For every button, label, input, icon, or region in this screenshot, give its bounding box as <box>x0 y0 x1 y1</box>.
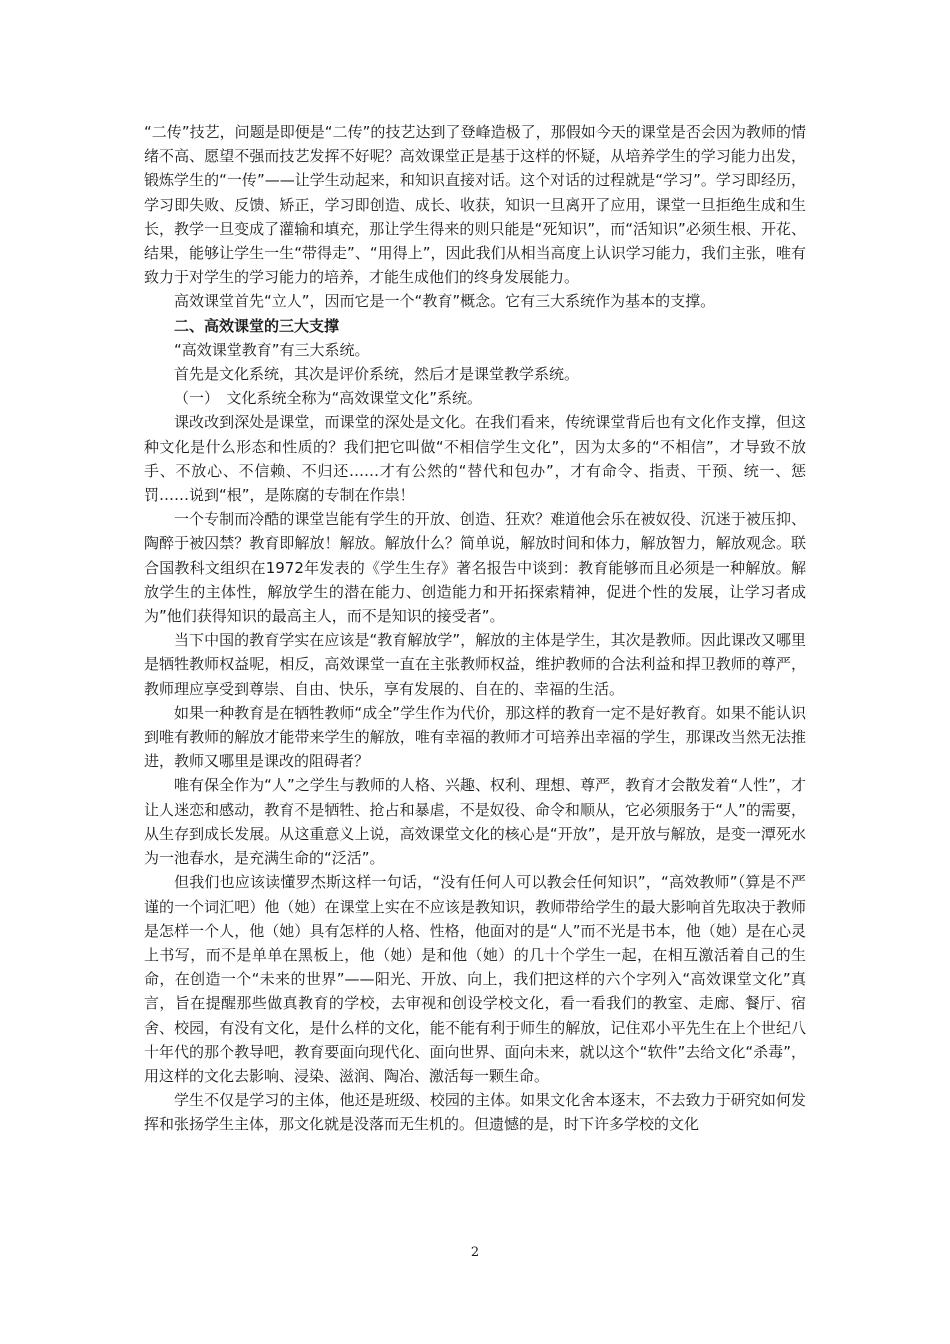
page-number: 2 <box>470 1245 480 1260</box>
paragraph: 如果一种教育是在牺牲教师“成全”学生作为代价，那这样的教育一定不是好教育。如果不能认识到唯有教师的解放才能带来学生的解放，唯有幸福的教师才可培养出幸福的学生，那课改当然无法推进，教师又哪里是课改的阻碍者？ <box>144 703 806 771</box>
paragraph: 当下中国的教育学实在应该是“教育解放学”，解放的主体是学生，其次是教师。因此课改又哪里是牺牲教师权益呢，相反，高效课堂一直在主张教师权益，维护教师的合法利益和捍卫教师的尊严，教师理应享受到尊崇、自由、快乐，享有发展的、自在的、幸福的生活。 <box>144 631 806 698</box>
paragraph-continuation: “二传”技艺，问题是即便是“二传”的技艺达到了登峰造极了，那假如今天的课堂是否会因为教师的情绪不高、愿望不强而技艺发挥不好呢？高效课堂正是基于这样的怀疑，从培养学生的学习能力出发，锻炼学生的“一传”——让学生动起来，和知识直接对话。这个对话的过程就是“学习”。学习即经历，学习即失败、反馈、矫正，学习即创造、成长、收获，知识一旦离开了应用，课堂一旦拒绝生成和生长，教学一旦变成了灌输和填充，那让学生得来的则只能是“死知识”，而“活知识”必须生根、开花、结果，能够让学生一生“带得走”、“用得上”，因此我们从相当高度上认识学习能力，我们主张，唯有致力于对学生的学习能力的培养，才能生成他们的终身发展能力。 <box>144 123 806 287</box>
subsection-heading: （一） 文化系统全称为“高效课堂文化”系统。 <box>174 389 483 408</box>
document-body <box>144 120 806 1137</box>
paragraph: 但我们也应该读懂罗杰斯这样一句话，“没有任何人可以教会任何知识”，“高效教师”（算是不严谨的一个词汇吧）他（她）在课堂上实在不应该是教知识，教师带给学生的最大影响首先取决于教师是怎样一个人，他（她）具有怎样的人格、性格，他面对的是“人”而不光是书本，他（她）是在心灵上书写，而不是单单在黑板上，他（她）是和他（她）的几十个学生一起，在相互激活着自己的生命，在创造一个“未来的世界”——阳光、开放、向上，我们把这样的六个字列入“高效课堂文化”真言，旨在提醒那些做真教育的学校，去审视和创设学校文化，看一看我们的教室、走廊、餐厅、宿舍、校园，有没有文化，是什么样的文化，能不能有利于师生的解放，记住邓小平先生在上个世纪八十年代的那个教导吧，教育要面向现代化、面向世界、面向未来，就以这个“软件”去给文化“杀毒”，用这样的文化去影响、浸染、滋润、陶冶、激活每一颗生命。 <box>144 873 806 1085</box>
paragraph-three-systems: “高效课堂教育”有三大系统。 <box>174 340 370 359</box>
paragraph: 课改改到深处是课堂，而课堂的深处是文化。在我们看来，传统课堂背后也有文化作支撑，但这种文化是什么形态和性质的？我们把它叫做“不相信学生文化”，因为太多的“不相信”，才导致不放手、不放心、不信赖、不归还……才有公然的“替代和包办”，才有命令、指责、干预、统一、惩罚……说到“根”，是陈腐的专制在作祟！ <box>144 413 806 505</box>
paragraph: 一个专制而冷酷的课堂岂能有学生的开放、创造、狂欢？难道他会乐在被奴役、沉迷于被压抑、陶醉于被囚禁？教育即解放！解放。解放什么？简单说，解放时间和体力，解放智力，解放观念。联合国教科文组织在1972年发表的《学生生存》著名报告中谈到：教育能够而且必须是一种解放。解放学生的主体性，解放学生的潜在能力、创造能力和开拓探索精神，促进个性的发展，让学习者成为”他们获得知识的最高主人，而不是知识的接受者”。 <box>144 510 806 626</box>
paragraph-intro: 高效课堂首先“立人”，因而它是一个“教育”概念。它有三大系统作为基本的支撑。 <box>174 292 716 311</box>
paragraph: 学生不仅是学习的主体，他还是班级、校园的主体。如果文化舍本逐末，不去致力于研究如何发挥和张扬学生主体，那文化就是没落而无生机的。但遗憾的是，时下许多学校的文化 <box>144 1091 806 1134</box>
section-heading: 二、高效课堂的三大支撑 <box>174 316 340 335</box>
paragraph-system-order: 首先是文化系统，其次是评价系统，然后才是课堂教学系统。 <box>174 365 580 384</box>
paragraph: 唯有保全作为“人”之学生与教师的人格、兴趣、权利、理想、尊严，教育才会散发着“人性”，才让人迷恋和感动，教育不是牺牲、抢占和暴虐，不是奴役、命令和顺从，它必须服务于“人”的需要，从生存到成长发展。从这重意义上说，高效课堂文化的核心是“开放”，是开放与解放，是变一潭死水为一池春水，是充满生命的“泛活”。 <box>144 776 806 868</box>
